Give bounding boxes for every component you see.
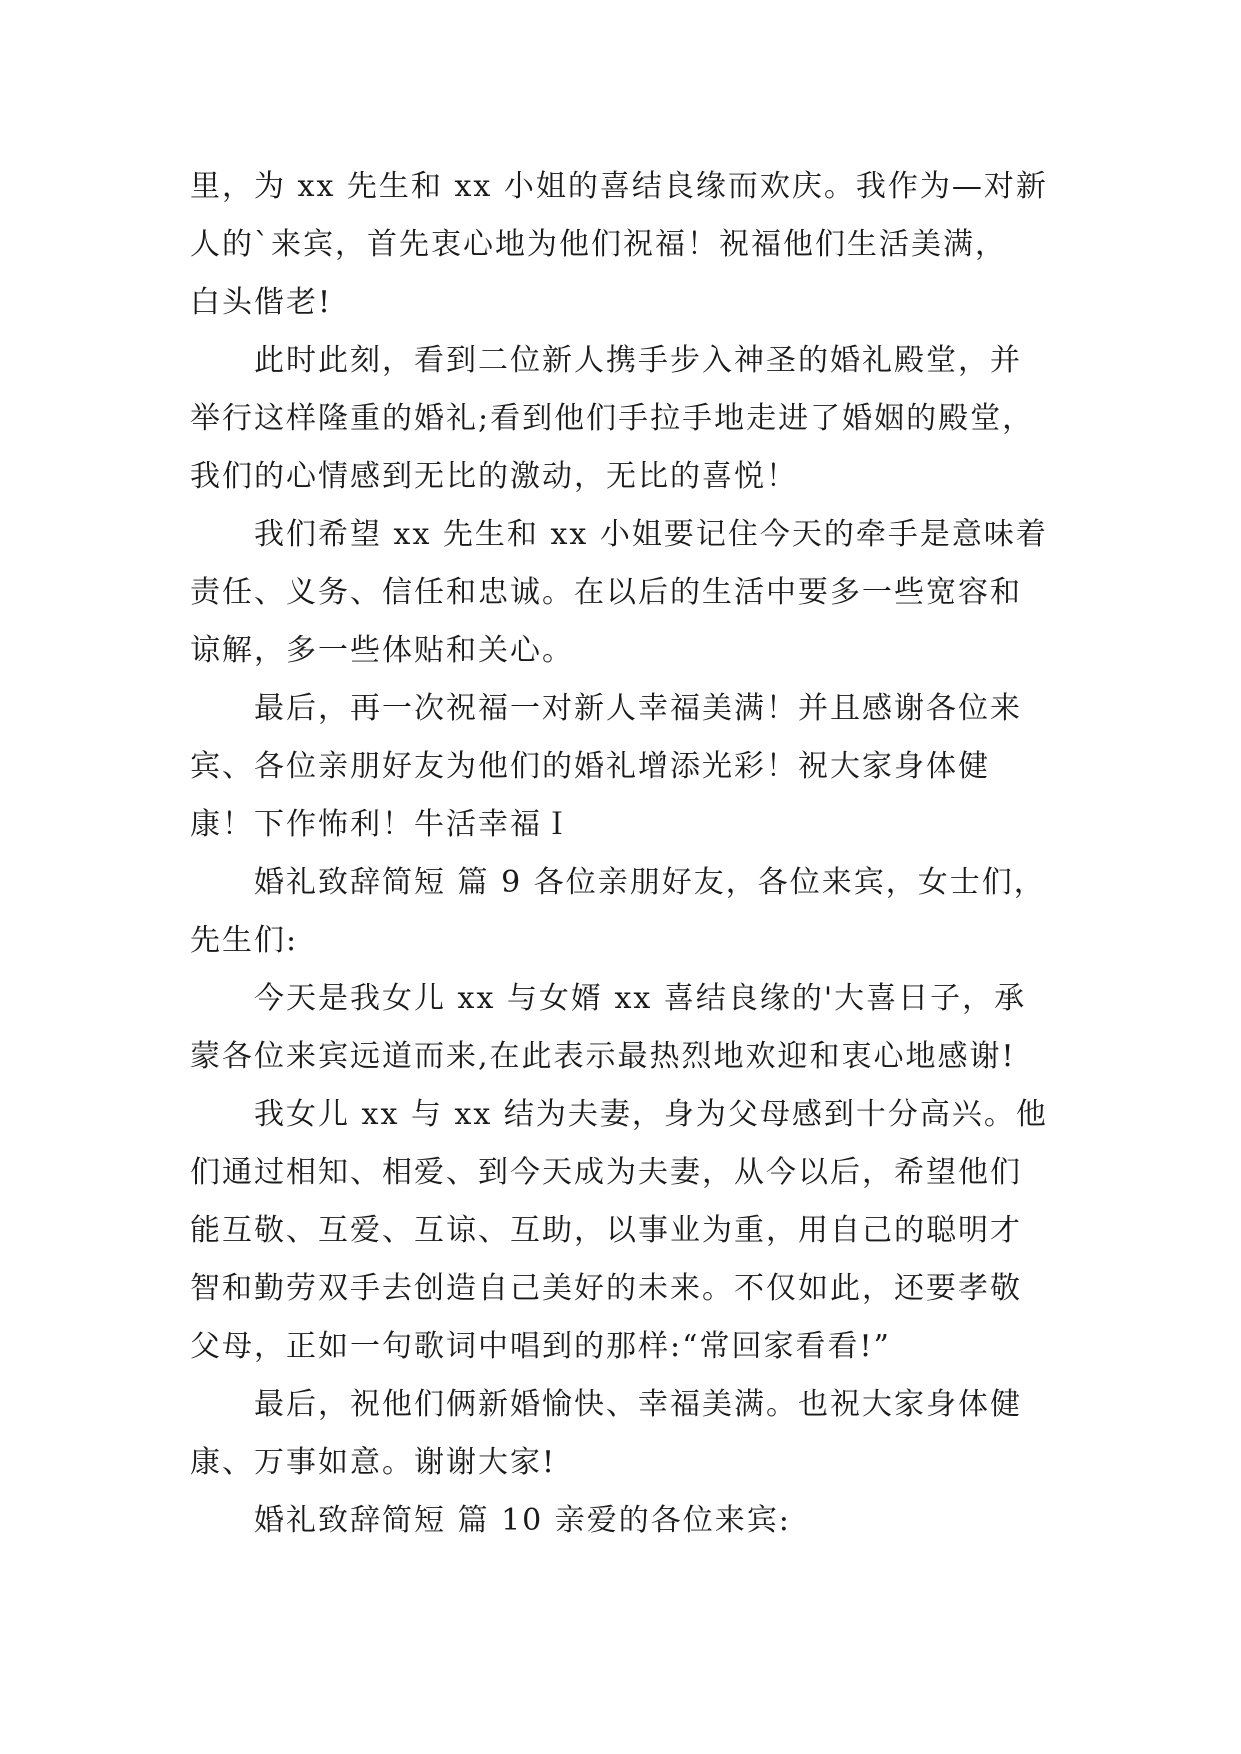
text-line: 康！下作怖利！牛活幸福Ｉ xyxy=(190,807,574,842)
paragraph-start-line: 最后，祝他们俩新婚愉快、幸福美满。也祝大家身体健 xyxy=(254,1387,1022,1422)
paragraph-start-line: 我女儿 xx 与 xx 结为夫妻，身为父母感到十分高兴。他 xyxy=(254,1097,1048,1132)
paragraph-start-line: 最后，再一次祝福一对新人幸福美满！并且感谢各位来 xyxy=(254,691,1022,726)
paragraph-start-line: 此时此刻，看到二位新人携手步入神圣的婚礼殿堂，并 xyxy=(254,343,1022,378)
document-body xyxy=(190,158,1070,1550)
text-line: 人的`来宾，首先衷心地为他们祝福！祝福他们生活美满， xyxy=(190,227,1007,262)
text-line: 智和勤劳双手去创造自己美好的未来。不仅如此，还要孝敬 xyxy=(190,1271,1022,1306)
text-line: 里，为 xx 先生和 xx 小姐的喜结良缘而欢庆。我作为—对新 xyxy=(190,169,1048,204)
paragraph-start-line: 我们希望 xx 先生和 xx 小姐要记住今天的牵手是意味着 xyxy=(254,517,1048,552)
paragraph-start-line: 今天是我女儿 xx 与女婿 xx 喜结良缘的'大喜日子，承 xyxy=(254,981,1027,1016)
text-line: 谅解，多一些体贴和关心。 xyxy=(190,633,574,668)
text-line: 父母，正如一句歌词中唱到的那样:“常回家看看!” xyxy=(190,1329,891,1364)
text-line: 举行这样隆重的婚礼;看到他们手拉手地走进了婚姻的殿堂， xyxy=(190,401,1035,436)
section-heading-line: 婚礼致辞简短 篇 9 各位亲朋好友，各位来宾，女士们， xyxy=(254,865,1046,900)
text-line: 白头偕老! xyxy=(190,285,333,320)
text-line: 蒙各位来宾远道而来,在此表示最热烈地欢迎和衷心地感谢! xyxy=(190,1039,1016,1074)
text-line: 能互敬、互爱、互谅、互助，以事业为重，用自己的聪明才 xyxy=(190,1213,1022,1248)
text-line: 先生们: xyxy=(190,923,299,958)
text-line: 康、万事如意。谢谢大家! xyxy=(190,1445,557,1480)
text-line: 们通过相知、相爱、到今天成为夫妻，从今以后，希望他们 xyxy=(190,1155,1022,1190)
text-line: 责任、义务、信任和忠诚。在以后的生活中要多一些宽容和 xyxy=(190,575,1022,610)
section-heading-line: 婚礼致辞简短 篇 10 亲爱的各位来宾: xyxy=(254,1503,791,1538)
text-line: 宾、各位亲朋好友为他们的婚礼增添光彩！祝大家身体健 xyxy=(190,749,990,784)
text-line: 我们的心情感到无比的激动，无比的喜悦！ xyxy=(190,459,798,494)
